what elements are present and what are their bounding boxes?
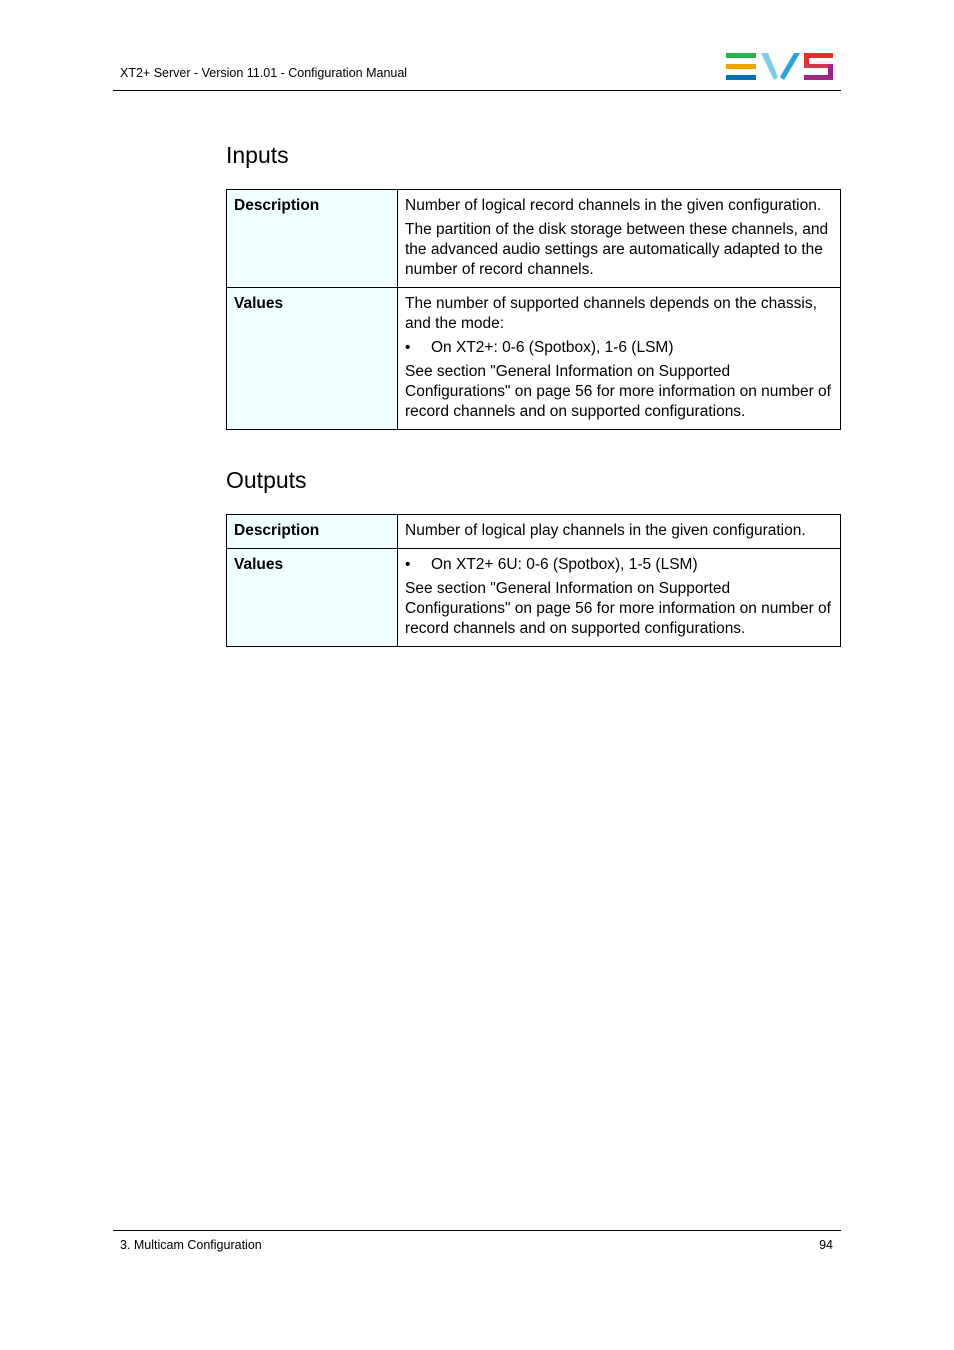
- outputs-values-value: [398, 549, 841, 647]
- outputs-values-label: Values: [227, 549, 398, 647]
- outputs-values-bullet: On XT2+ 6U: 0-6 (Spotbox), 1-5 (LSM): [431, 556, 698, 573]
- inputs-values-text: The number of supported channels depends on the chassis, and the mode:: [405, 295, 817, 332]
- table-row: [227, 190, 841, 288]
- inputs-values-value: [398, 288, 841, 430]
- outputs-values-reference: See section "General Information on Supported Configurations" on page 56 for more information on number of record channels and on supported configurations.: [405, 580, 831, 637]
- document-title: XT2+ Server - Version 11.01 - Configuration Manual: [120, 66, 408, 80]
- inputs-heading: Inputs: [226, 142, 289, 168]
- footer-divider: [113, 1230, 841, 1231]
- inputs-table: [226, 189, 841, 430]
- outputs-table: [226, 514, 841, 647]
- table-row: [227, 515, 841, 549]
- bullet-icon: •: [405, 339, 411, 356]
- logo-v-left: [761, 53, 778, 80]
- logo-v-right: [780, 53, 800, 80]
- inputs-values-label: Values: [227, 288, 398, 430]
- logo-e-bar-top: [726, 53, 756, 58]
- inputs-description-note: The partition of the disk storage between these channels, and the advanced audio settings are automatically adapted to the number of record channels.: [405, 221, 829, 278]
- logo-e-bar-mid: [726, 64, 756, 69]
- inputs-description-value: [398, 190, 841, 288]
- evs-logo: [726, 52, 834, 82]
- list-item: [405, 338, 833, 358]
- bullet-icon: •: [405, 556, 411, 573]
- inputs-description-text: Number of logical record channels in the given configuration.: [405, 197, 822, 214]
- header-divider: [113, 90, 841, 91]
- inputs-description-label: Description: [227, 190, 398, 288]
- table-row: [227, 288, 841, 430]
- outputs-heading: Outputs: [226, 467, 307, 493]
- page-number: 94: [819, 1238, 833, 1252]
- inputs-values-reference: See section "General Information on Supported Configurations" on page 56 for more information on number of record channels and on supported configurations.: [405, 363, 831, 420]
- outputs-description-value: [398, 515, 841, 549]
- outputs-description-label: Description: [227, 515, 398, 549]
- table-row: [227, 549, 841, 647]
- footer-section-title: 3. Multicam Configuration: [120, 1238, 262, 1252]
- outputs-description-text: Number of logical play channels in the given configuration.: [405, 522, 806, 539]
- logo-e-bar-bottom: [726, 75, 756, 80]
- list-item: [405, 555, 833, 575]
- inputs-values-bullet: On XT2+: 0-6 (Spotbox), 1-6 (LSM): [431, 339, 674, 356]
- logo-s-bottom: [804, 75, 833, 80]
